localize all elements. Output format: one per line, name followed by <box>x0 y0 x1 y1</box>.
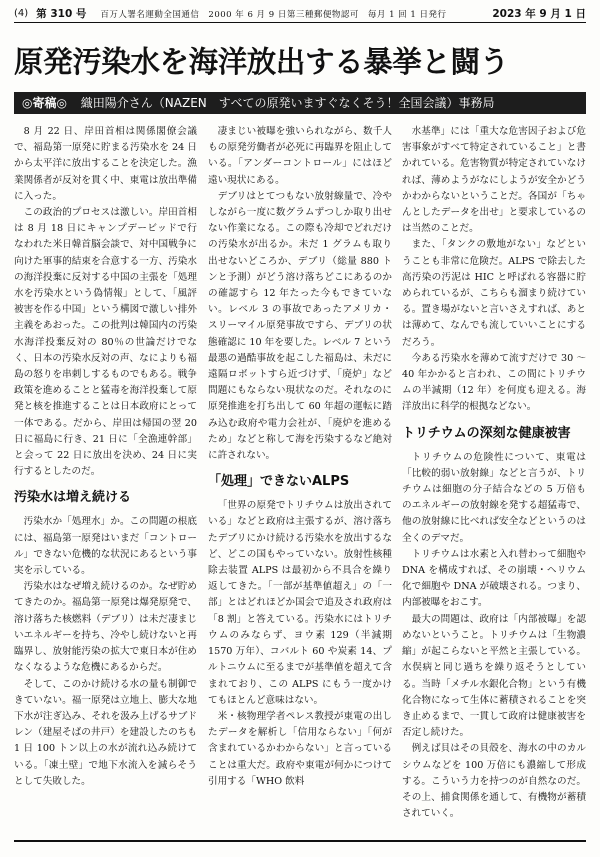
section-heading: トリチウムの深刻な健康被害 <box>402 425 571 441</box>
paragraph: デブリはとてつもない放射線量で、冷やしながら一度に数グラムずつしか取り出せない作業になる。この際も冷却でどれだけの汚染水が出るか。未だ 1 グラムも取り出せないどころか、デブリ（総量 880 トンと予測）がどう溶け落ちどこにあるのかの確認すら 12 年たった今もできていない。レベル 3 の事故であったアメリカ・スリーマイル原発事故ですら、デブリの状態確認に 10 年を要した。レベル 7 という最悪の過酷事故を起こした福島は、未だに遠隔ロボットすら近づけず、「廃炉」など問題にもならない現状なのだ。それなのに原発推進を打ち出して 60 年超の運転に踏み込む政府や電力会社が、「廃炉を進めるため」などと称して海を汚染するなど絶対に許されない。 <box>208 190 392 462</box>
section-heading: 「処理」できないALPS <box>208 474 350 490</box>
paragraph: 汚染水はなぜ増え続けるのか。なぜ貯めてきたのか。福島第一原発は爆発原発で、溶け落ちた核燃料（デブリ）は未だ凄まじいエネルギーを持ち、冷やし続けないと再臨界し、放射能汚染の拡大で東日本が住めなくなるような危機にあるからだ。 <box>14 581 197 674</box>
article-column-2 <box>208 124 392 824</box>
publication-info: 百万人署名運動全国通信 2000 年 6 月 9 日第三種郵便物認可 毎月 1 回 1 日発行 <box>100 9 447 20</box>
paragraph: 水基準」には「重大な危害因子および危害事象がすべて特定されていること」と書かれている。危害物質が特定されていなければ、薄めようがなにしようが安全かどうかわからないということだ。各国が「ちゃんとしたデータを出せ」と要求しているのは当然のことだ。 <box>402 126 586 235</box>
paragraph: 最大の問題は、政府は「内部被曝」を認めないということ。トリチウムは「生物濃縮」が起こらないと平然と主張している。水俣病と同じ過ちを繰り返そうとしている。当時「メチル水銀化合物」という有機化合物になって生体に蓄積されることを突き止めるまで、一貫して政府は健康被害を否定し続けた。 <box>402 613 586 739</box>
paragraph: トリチウムの危険性について、東電は「比較的弱い放射線」などと言うが、トリチウムは細胞の分子結合などの 5 万倍ものエネルギーの放射線を発する超猛毒で、他の放射線に比べれば安全などというのは全くのデマだ。 <box>402 451 586 544</box>
paragraph: 汚染水か「処理水」か。この問題の根底には、福島第一原発はいまだ「コントロール」できない危機的な状況にあるという事実を示している。 <box>14 516 197 577</box>
article-headline: 原発汚染水を海洋放出する暴挙と闘う <box>14 45 509 79</box>
section-heading: 汚染水は増え続ける <box>14 490 132 506</box>
issue-date: 2023 年 9 月 1 日 <box>492 8 586 20</box>
page-header <box>14 5 586 23</box>
paragraph: 8 月 22 日、岸田首相は関係閣僚会議で、福島第一原発に貯まる汚染水を 24 日から太平洋に放出することを決定した。漁業関係者が反対を貫く中、東電は放出準備に入った。 <box>14 126 197 202</box>
page-number: (4) <box>14 8 29 19</box>
paragraph: 米・核物理学者ペレス教授が東電の出したデータを解析し「信用ならない」「何が含まれているかわからない」と言っていることは重大だ。政府や東電が何かにつけて引用する「WHO 飲料 <box>208 710 392 787</box>
paragraph: 今ある汚染水を薄めて流すだけで 30 〜 40 年かかると言われ、この間にトリチウムの半減期（12 年）を何度も迎える。海洋放出に科学的根拠などない。 <box>402 352 586 413</box>
paragraph: この政治的プロセスは激しい。岸田首相は 8 月 18 日にキャンプデービッドで行なわれた米日韓首脳会談で、対中国戦争に向けた軍事的結束を合意する一方、汚染水の海洋投棄に反対する中国の主張を「処理水を汚染水という偽情報」として、「風評被害を作る中国」という構図で激しい排外主義をあおった。この批判は韓国内の汚染水海洋投棄反対の 80％の世論だけでなく、日本の汚染水反対の声、なによりも福島の怒りを串刺しするものでもある。戦争政策を進めることと猛毒を海洋投棄して原発と核を推進することは日本政府にとって一体である。だから、岸田は帰国の翌 20 日に福島に行き、21 日に「全漁連幹部」と会って 22 日に放出を決め、24 日に実行するとしたのだ。 <box>14 207 197 478</box>
author-name: 織田陽介さん（NAZEN すべての原発いますぐなくそう！全国会議）事務局 <box>80 96 495 110</box>
paragraph: そして、このかけ続ける水の量も制御できていない。福一原発は立地上、膨大な地下水が注ぎ込み、それを汲み上げるサブドレン（建屋そばの井戸）を建設したのちも 1 日 100 トン以上の水が流れ込み続けている。「凍土壁」で地下水流入を減らそうとして失敗した。 <box>14 678 197 787</box>
bottom-rule <box>14 840 586 842</box>
article-column-1 <box>14 124 197 824</box>
paragraph: 「世界の原発でトリチウムは放出されている」などと政府は主張するが、溶け落ちたデブリにかけ続ける汚染水を放出するなど、どこの国もやっていない。放射性核種除去装置 ALPS は最初から不具合を繰り返してきた。「一部が基準値超え」の「一部」とはどれほどか国会で追及され政府は「8 割」と答えている。汚染水にはトリチウムのみならず、ヨウ素 129（半減期 1570 万年）、コバルト 60 や炭素 14、プルトニウムに至るまでが基準値を超えて含まれており、この ALPS にもう一度かけてもほとんど意味はない。 <box>208 500 392 706</box>
paragraph: 凄まじい被曝を強いられながら、数千人もの原発労働者が必死に再臨界を阻止している。「アンダーコントロール」にはほど遠い現状にある。 <box>208 126 392 186</box>
paragraph: また、「タンクの敷地がない」などということも非常に危険だ。ALPS で除去した高汚染の汚泥は HIC と呼ばれる容器に貯められているが、こちらも溜まり続けている。置き場がないと言いさえすれば、あとは薄めて、なんでも流していいことにするだろう。 <box>402 239 586 348</box>
paragraph: 例えば貝はその貝殻を、海水の中のカルシウムなどを 100 万倍にも濃縮して形成する。こういう力を持つのが自然なのだ。その上、捕食関係を通して、有機物が蓄積されていく。 <box>402 743 586 820</box>
byline-bar <box>14 92 586 114</box>
article-column-3 <box>402 124 586 824</box>
issue-number: 第 310 号 <box>36 8 87 20</box>
contribution-tag: ◎寄稿◎ <box>22 96 67 110</box>
paragraph: トリチウムは水素と入れ替わって細胞や DNA を構成すれば、その崩壊・ヘリウム化で細胞や DNA が破壊される。つまり、内部被曝をおこす。 <box>402 548 586 609</box>
